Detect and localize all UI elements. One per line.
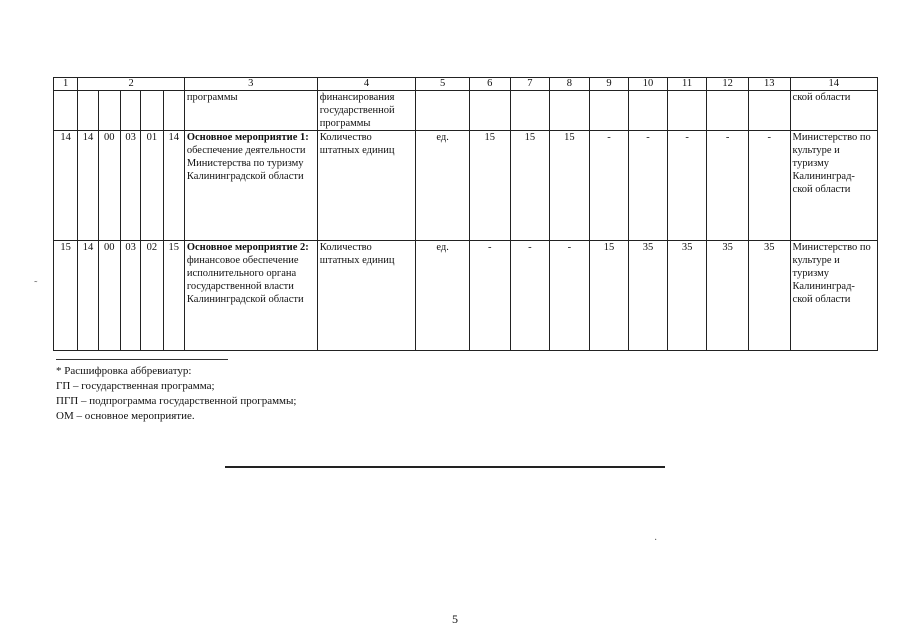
footnote-line-item: ОМ – основное мероприятие. xyxy=(56,410,195,422)
footnote-line-item: ГП – государственная программа; xyxy=(56,380,215,392)
table-cell xyxy=(163,91,184,131)
table-cell: программы xyxy=(184,91,317,131)
activity-title: Основное мероприятие 2: xyxy=(186,242,309,253)
header-cell: 3 xyxy=(184,78,317,91)
value-cell: 15 xyxy=(469,131,510,241)
code-cell: 03 xyxy=(120,241,140,351)
value-cell: - xyxy=(469,241,510,351)
header-cell: 13 xyxy=(748,78,790,91)
value-cell: - xyxy=(707,131,749,241)
table-cell xyxy=(416,91,470,131)
code-cell: 15 xyxy=(163,241,184,351)
header-cell: 4 xyxy=(317,78,415,91)
row-number: 14 xyxy=(54,131,78,241)
footnote-title: * Расшифровка аббревиатур: xyxy=(56,365,192,377)
activity-desc: обеспечение деятельности Министерства по туризму Калининградской области xyxy=(186,145,306,182)
footnote-line-item: ПГП – подпрограмма государственной программы; xyxy=(56,395,297,407)
value-cell: - xyxy=(667,131,707,241)
table-cell xyxy=(589,91,629,131)
value-cell: 15 xyxy=(550,131,590,241)
table-cell xyxy=(550,91,590,131)
header-cell: 11 xyxy=(667,78,707,91)
footnote-separator xyxy=(56,359,228,360)
responsible-cell: Министерство по культуре и туризму Калининград-ской области xyxy=(790,131,877,241)
value-cell: 35 xyxy=(748,241,790,351)
scan-mark: ˷ xyxy=(34,272,38,283)
row-number: 15 xyxy=(54,241,78,351)
header-cell: 14 xyxy=(790,78,877,91)
table-cell xyxy=(98,91,120,131)
code-cell: 00 xyxy=(98,131,120,241)
table-cell xyxy=(78,91,98,131)
header-cell: 5 xyxy=(416,78,470,91)
value-cell: - xyxy=(748,131,790,241)
activity-name-cell xyxy=(184,241,317,351)
footnote xyxy=(56,364,296,424)
value-cell: 15 xyxy=(510,131,550,241)
document-end-line xyxy=(225,466,665,468)
header-cell: 7 xyxy=(510,78,550,91)
code-cell: 14 xyxy=(78,241,98,351)
value-cell: 35 xyxy=(629,241,668,351)
indicator-cell: Количество штатных единиц xyxy=(317,241,415,351)
page-number: 5 xyxy=(452,612,458,626)
value-cell: - xyxy=(510,241,550,351)
header-cell: 2 xyxy=(78,78,185,91)
activity-desc: финансовое обеспечение исполнительного органа государственной власти Калининградской области xyxy=(186,255,304,305)
value-cell: 35 xyxy=(667,241,707,351)
value-cell: - xyxy=(629,131,668,241)
table-cell xyxy=(748,91,790,131)
scan-mark: · xyxy=(654,535,658,546)
header-cell: 1 xyxy=(54,78,78,91)
code-cell: 00 xyxy=(98,241,120,351)
table-cell xyxy=(141,91,163,131)
code-cell: 02 xyxy=(141,241,163,351)
header-cell: 8 xyxy=(550,78,590,91)
table-row xyxy=(54,241,878,351)
table-cell: ской области xyxy=(790,91,877,131)
code-cell: 14 xyxy=(78,131,98,241)
activity-title: Основное мероприятие 1: xyxy=(186,132,309,143)
header-cell: 12 xyxy=(707,78,749,91)
table-row xyxy=(54,131,878,241)
table-header-row xyxy=(54,78,878,91)
responsible-cell: Министерство по культуре и туризму Калининград-ской области xyxy=(790,241,877,351)
value-cell: - xyxy=(550,241,590,351)
value-cell: - xyxy=(589,131,629,241)
header-cell: 9 xyxy=(589,78,629,91)
header-cell: 6 xyxy=(469,78,510,91)
header-cell: 10 xyxy=(629,78,668,91)
table-cell xyxy=(54,91,78,131)
table-cell xyxy=(707,91,749,131)
table-row-continuation xyxy=(54,91,878,131)
unit-cell: ед. xyxy=(416,241,470,351)
code-cell: 01 xyxy=(141,131,163,241)
table-cell xyxy=(629,91,668,131)
activity-name-cell xyxy=(184,131,317,241)
table-cell xyxy=(510,91,550,131)
unit-cell: ед. xyxy=(416,131,470,241)
indicator-cell: Количество штатных единиц xyxy=(317,131,415,241)
table-cell xyxy=(120,91,140,131)
table-cell xyxy=(667,91,707,131)
value-cell: 15 xyxy=(589,241,629,351)
table-cell: финансирования государственной программы xyxy=(317,91,415,131)
code-cell: 14 xyxy=(163,131,184,241)
program-table xyxy=(53,77,878,351)
value-cell: 35 xyxy=(707,241,749,351)
table-cell xyxy=(469,91,510,131)
code-cell: 03 xyxy=(120,131,140,241)
